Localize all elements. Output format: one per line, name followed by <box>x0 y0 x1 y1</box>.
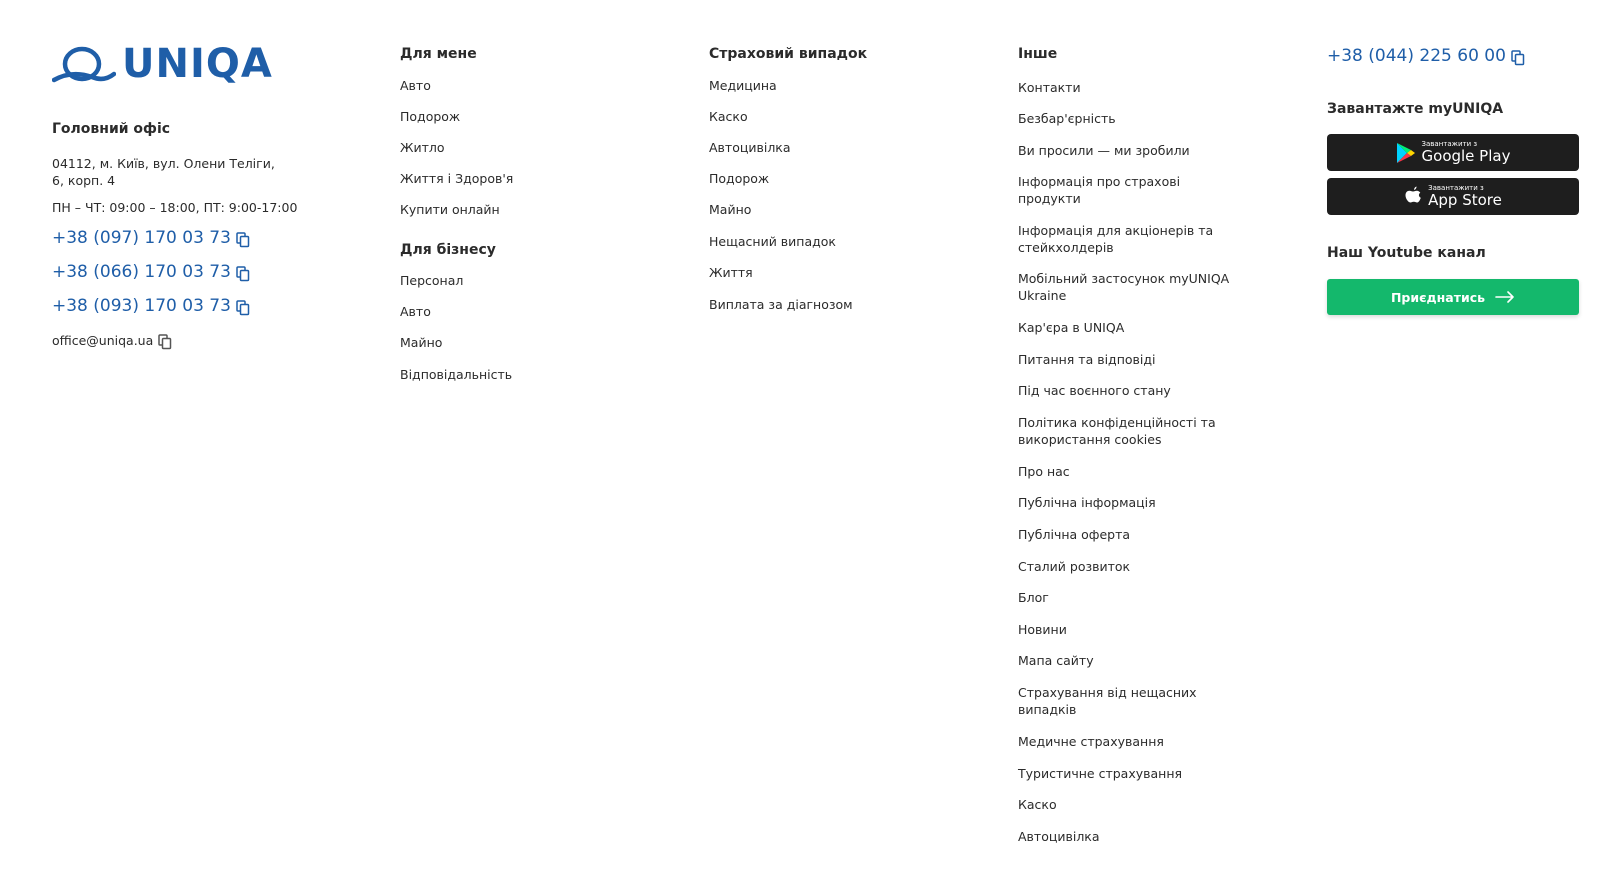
other-item-accessibility[interactable]: Безбар'єрність <box>1018 111 1116 126</box>
main-phone[interactable] <box>1327 46 1525 66</box>
office-phone-2[interactable] <box>52 262 250 282</box>
app-heading: Завантажте myUNIQA <box>1327 101 1504 117</box>
other-item-sustainability[interactable]: Сталий розвиток <box>1018 559 1131 574</box>
other-item-public-offer[interactable]: Публічна оферта <box>1018 527 1131 542</box>
phone-number: +38 (044) 225 60 00 <box>1327 46 1506 66</box>
other-item-public-info[interactable]: Публічна інформація <box>1018 495 1156 510</box>
office-heading: Головний офіс <box>52 121 171 137</box>
phone-number: +38 (097) 170 03 73 <box>52 228 231 248</box>
other-item-martial-law[interactable]: Під час воєнного стану <box>1018 383 1171 398</box>
business-item-liability[interactable]: Відповідальність <box>400 367 513 382</box>
other-item-product-info[interactable]: Інформація про страхові продукти <box>1018 174 1181 206</box>
other-item-news[interactable]: Новини <box>1018 622 1067 637</box>
copy-icon[interactable] <box>236 232 250 248</box>
for-me-item-auto[interactable]: Авто <box>400 78 431 93</box>
for-me-item-travel[interactable]: Подорож <box>400 109 461 124</box>
app-store-button[interactable] <box>1327 178 1579 215</box>
other-heading: Інше <box>1018 46 1058 62</box>
other-item-auto-liability[interactable]: Автоцивілка <box>1018 829 1100 844</box>
logo-text: UNIQA <box>122 41 273 87</box>
other-item-casco[interactable]: Каско <box>1018 797 1057 812</box>
case-item-auto-liability[interactable]: Автоцивілка <box>709 140 791 155</box>
email-text: office@uniqa.ua <box>52 332 154 348</box>
case-item-diagnosis-payment[interactable]: Виплата за діагнозом <box>709 297 853 312</box>
other-item-blog[interactable]: Блог <box>1018 590 1049 605</box>
youtube-heading: Наш Youtube канал <box>1327 245 1486 261</box>
business-item-auto[interactable]: Авто <box>400 304 431 319</box>
case-item-property[interactable]: Майно <box>709 202 752 217</box>
for-me-heading: Для мене <box>400 46 477 62</box>
other-item-mobile-app[interactable]: Мобільний застосунок myUNIQA Ukraine <box>1018 271 1230 303</box>
case-item-medicine[interactable]: Медицина <box>709 78 777 93</box>
office-hours: ПН – ЧТ: 09:00 – 18:00, ПТ: 9:00-17:00 <box>52 200 298 215</box>
for-me-item-housing[interactable]: Житло <box>400 140 445 155</box>
app-store-label: App Store <box>1428 191 1502 209</box>
app-store-small-text: Завантажити з <box>1428 184 1484 192</box>
other-item-sitemap[interactable]: Мапа сайту <box>1018 653 1094 668</box>
other-item-travel-insurance[interactable]: Туристичне страхування <box>1018 766 1183 781</box>
uniqa-logo[interactable] <box>52 43 273 85</box>
office-address: 04112, м. Київ, вул. Олени Теліги, 6, корп. 4 <box>52 156 275 188</box>
copy-icon[interactable] <box>236 300 250 316</box>
arrow-right-icon <box>1495 291 1515 303</box>
office-email[interactable] <box>52 332 172 348</box>
for-me-item-buy-online[interactable]: Купити онлайн <box>400 202 500 217</box>
other-item-you-asked[interactable]: Ви просили — ми зробили <box>1018 143 1190 158</box>
other-item-privacy-policy[interactable]: Політика конфіденційності та використання cookies <box>1018 415 1216 447</box>
other-item-medical-insurance[interactable]: Медичне страхування <box>1018 734 1164 749</box>
copy-icon[interactable] <box>1511 50 1525 66</box>
other-item-faq[interactable]: Питання та відповіді <box>1018 352 1156 367</box>
case-item-accident[interactable]: Нещасний випадок <box>709 234 836 249</box>
other-item-accident-insurance[interactable]: Страхування від нещасних випадків <box>1018 685 1197 717</box>
google-play-small-text: Завантажити з <box>1421 140 1478 148</box>
office-phone-3[interactable] <box>52 296 250 316</box>
case-item-casco[interactable]: Каско <box>709 109 748 124</box>
other-item-contacts[interactable]: Контакти <box>1018 80 1081 95</box>
phone-number: +38 (093) 170 03 73 <box>52 296 231 316</box>
business-item-property[interactable]: Майно <box>400 335 443 350</box>
office-phone-1[interactable] <box>52 228 250 248</box>
business-item-personnel[interactable]: Персонал <box>400 273 464 288</box>
join-label: Приєднатись <box>1390 289 1486 305</box>
google-play-icon <box>1396 142 1416 164</box>
other-item-career[interactable]: Кар'єра в UNIQA <box>1018 320 1125 335</box>
case-item-travel[interactable]: Подорож <box>709 171 770 186</box>
apple-icon <box>1404 186 1422 207</box>
google-play-button[interactable] <box>1327 134 1579 171</box>
other-item-about[interactable]: Про нас <box>1018 464 1070 479</box>
other-item-shareholders-info[interactable]: Інформація для акціонерів та стейкхолдерів <box>1018 223 1214 255</box>
google-play-label: Google Play <box>1421 147 1511 165</box>
youtube-join-button[interactable] <box>1327 279 1579 315</box>
copy-icon[interactable] <box>236 266 250 282</box>
uniqa-logo-icon <box>52 44 116 84</box>
phone-number: +38 (066) 170 03 73 <box>52 262 231 282</box>
for-business-heading: Для бізнесу <box>400 242 496 258</box>
case-item-life[interactable]: Життя <box>709 265 753 280</box>
for-me-item-life-health[interactable]: Життя і Здоров'я <box>400 171 514 186</box>
insurance-case-heading: Страховий випадок <box>709 46 868 62</box>
copy-icon[interactable] <box>158 334 172 350</box>
